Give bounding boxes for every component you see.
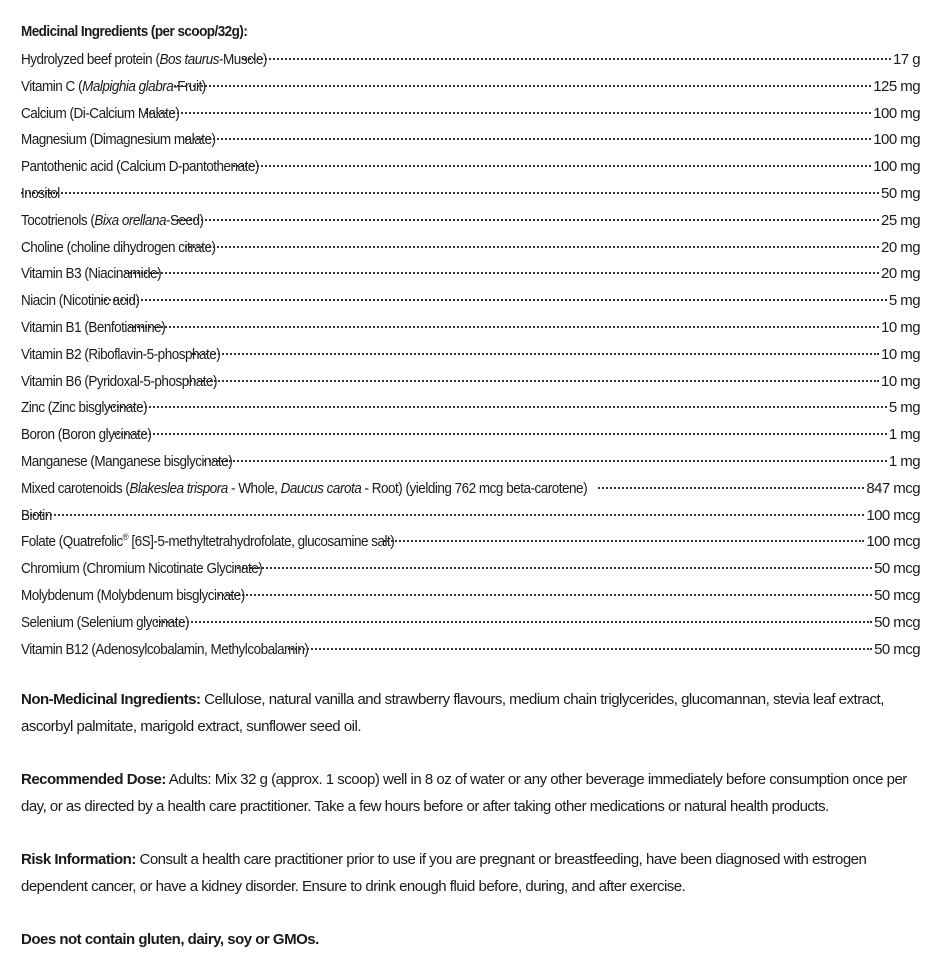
dot-leader [114, 433, 887, 435]
ingredient-row [21, 261, 920, 288]
ingredient-species: Malpighia glabra [82, 77, 174, 95]
ingredient-species: Daucus carota [280, 479, 362, 497]
ingredient-amount: 10 mg [881, 345, 920, 363]
ingredient-name-text: Tocotrienols ( [21, 211, 95, 229]
ingredient-row [21, 529, 920, 556]
non-medicinal-ingredients [21, 687, 920, 740]
recommended-dose-lead: Recommended Dose: [21, 771, 166, 789]
ingredient-row [21, 74, 920, 101]
ingredient-row [21, 288, 920, 315]
ingredient-name [21, 315, 165, 342]
ingredient-name [21, 47, 267, 74]
ingredient-name-text: Biotin [21, 506, 52, 524]
dot-leader [233, 165, 871, 167]
risk-information [21, 847, 920, 900]
ingredient-amount: 50 mg [881, 184, 920, 202]
ingredient-name [21, 583, 245, 610]
ingredient-name [21, 181, 60, 208]
recommended-dose-text: Adults: Mix 32 g (approx. 1 scoop) well in 8 oz of water or any other beverage immediately before consumption once per day, or as directed by a health care practitioner. Take a few hours before or after taking other medications or natural health products. [21, 771, 907, 815]
ingredient-row [21, 369, 920, 396]
non-medicinal-text: Cellulose, natural vanilla and strawberry flavours, medium chain triglycerides, glucomannan, stevia leaf extract, ascorbyl palmitate, marigold extract, sunflower seed oil. [21, 691, 884, 735]
ingredient-name [21, 503, 52, 530]
ingredient-name-text: Vitamin B1 (Benfotiamine) [21, 318, 166, 336]
ingredient-name-text: - Whole, [227, 479, 281, 497]
ingredient-name-text: Magnesium (Dimagnesium malate) [21, 131, 216, 149]
ingredient-row [21, 503, 920, 530]
ingredient-name [21, 369, 217, 396]
medicinal-ingredients-heading: Medicinal Ingredients (per scoop/32g): [21, 23, 248, 40]
ingredient-name [21, 261, 161, 288]
ingredient-name [21, 101, 179, 128]
dot-leader [172, 219, 879, 221]
ingredient-amount: 1 mg [888, 452, 920, 470]
dot-leader [191, 353, 880, 355]
ingredient-name-text: Manganese (Manganese bisglycinate) [21, 452, 233, 470]
ingredient-name [21, 556, 262, 583]
dot-leader [598, 487, 864, 489]
ingredient-amount: 50 mcg [874, 586, 920, 604]
ingredient-name [21, 235, 216, 262]
ingredient-row [21, 315, 920, 342]
ingredient-row [21, 583, 920, 610]
ingredient-name-text: Choline (choline dihydrogen citrate) [21, 238, 216, 256]
ingredient-amount: 1 mg [888, 426, 920, 444]
ingredient-name [21, 288, 139, 315]
ingredient-name-text: -Muscle) [219, 51, 267, 68]
ingredient-amount: 20 mg [881, 238, 920, 256]
registered-mark: ® [122, 532, 129, 543]
dot-leader [218, 594, 872, 596]
ingredient-name-text: - Root) (yielding 762 mcg beta-carotene) [361, 479, 588, 497]
dot-leader [242, 58, 891, 60]
ingredient-name-text: -Fruit) [173, 77, 206, 95]
ingredient-name [21, 610, 189, 637]
ingredient-name [21, 74, 206, 101]
ingredient-name [21, 342, 220, 369]
ingredient-name [21, 127, 215, 154]
dot-leader [174, 85, 871, 87]
ingredient-amount: 50 mcg [874, 640, 920, 658]
ingredient-name-text: Vitamin B3 (Niacinamide) [21, 265, 162, 283]
ingredient-name-text: Inositol [21, 184, 60, 202]
ingredient-row [21, 101, 920, 128]
dot-leader [125, 272, 879, 274]
ingredient-amount: 5 mg [888, 292, 920, 310]
ingredient-row [21, 208, 920, 235]
ingredient-species: Bos taurus [159, 51, 220, 68]
ingredient-name [21, 476, 587, 503]
dot-leader [384, 540, 865, 542]
ingredient-amount: 17 g [893, 51, 920, 68]
ingredient-row [21, 449, 920, 476]
ingredient-amount: 100 mcg [866, 533, 920, 551]
ingredient-amount: 100 mg [873, 104, 920, 122]
ingredient-row [21, 235, 920, 262]
ingredient-name [21, 529, 394, 556]
ingredient-name-text: Selenium (Selenium glycinate) [21, 613, 189, 631]
ingredient-row [21, 556, 920, 583]
ingredient-species: Blakeslea trispora [129, 479, 228, 497]
ingredient-row [21, 476, 920, 503]
ingredient-amount: 100 mg [873, 131, 920, 149]
dot-leader [185, 138, 871, 140]
ingredient-species: Bixa orellana [94, 211, 166, 229]
ingredient-name [21, 395, 147, 422]
risk-information-lead: Risk Information: [21, 851, 136, 869]
ingredient-name [21, 637, 308, 664]
dot-leader [187, 380, 879, 382]
ingredient-amount: 50 mcg [874, 613, 920, 631]
dot-leader [204, 460, 887, 462]
dot-leader [145, 112, 871, 114]
ingredient-name-text: Vitamin B12 (Adenosylcobalamin, Methylcobalamin) [21, 640, 309, 658]
ingredient-amount: 50 mcg [874, 560, 920, 578]
dot-leader [109, 406, 887, 408]
ingredient-name-text: Niacin (Nicotinic acid) [21, 292, 140, 310]
ingredient-name [21, 422, 151, 449]
ingredient-row [21, 47, 920, 74]
ingredient-amount: 20 mg [881, 265, 920, 283]
ingredient-amount: 125 mg [873, 77, 920, 95]
recommended-dose [21, 767, 920, 820]
ingredient-row [21, 342, 920, 369]
ingredient-name [21, 208, 204, 235]
dot-leader [156, 621, 872, 623]
ingredient-name-text: Vitamin C ( [21, 77, 83, 95]
ingredient-amount: 10 mg [881, 372, 920, 390]
ingredient-row [21, 422, 920, 449]
dot-leader [21, 192, 879, 194]
ingredient-row [21, 610, 920, 637]
ingredient-row [21, 181, 920, 208]
dot-leader [21, 514, 864, 516]
ingredient-list [21, 47, 920, 663]
dot-leader [185, 246, 879, 248]
dot-leader [237, 567, 872, 569]
ingredient-name-text: -Seed) [165, 211, 204, 229]
dot-leader [288, 648, 872, 650]
ingredient-row [21, 154, 920, 181]
ingredient-amount: 10 mg [881, 318, 920, 336]
ingredient-amount: 25 mg [881, 211, 920, 229]
non-medicinal-lead: Non-Medicinal Ingredients: [21, 691, 201, 709]
ingredient-name-text: Calcium (Di-Calcium Malate) [21, 104, 180, 122]
ingredient-name-text: Zinc (Zinc bisglycinate) [21, 399, 148, 417]
ingredient-row [21, 127, 920, 154]
ingredient-name-text: Vitamin B6 (Pyridoxal-5-phosphate) [21, 372, 218, 390]
ingredient-amount: 100 mg [873, 158, 920, 176]
ingredient-name-text: Mixed carotenoids ( [21, 479, 130, 497]
ingredient-row [21, 637, 920, 664]
ingredient-name-text: Chromium (Chromium Nicotinate Glycinate) [21, 560, 263, 578]
ingredient-name-text: [6S]-5-methyltetrahydrofolate, glucosamine salt) [128, 533, 395, 551]
ingredient-name [21, 449, 232, 476]
ingredient-amount: 847 mcg [866, 479, 920, 497]
ingredient-row [21, 395, 920, 422]
risk-information-text: Consult a health care practitioner prior to use if you are pregnant or breastfeeding, have been diagnosed with estrogen dependent cancer, or have a kidney disorder. Ensure to drink enough fluid before, during, and after exercise. [21, 851, 867, 895]
ingredient-name-text: Vitamin B2 (Riboflavin-5-phosphate) [21, 345, 221, 363]
ingredient-amount: 100 mcg [866, 506, 920, 524]
ingredient-name-text: Boron (Boron glycinate) [21, 426, 152, 444]
ingredient-name-text: Molybdenum (Molybdenum bisglycinate) [21, 586, 245, 604]
allergen-statement: Does not contain gluten, dairy, soy or GMOs. [21, 931, 319, 949]
ingredient-name-text: Hydrolyzed beef protein ( [21, 51, 160, 68]
ingredient-amount: 5 mg [888, 399, 920, 417]
ingredient-name [21, 154, 259, 181]
dot-leader [101, 299, 887, 301]
dot-leader [129, 326, 879, 328]
supplement-label [21, 22, 920, 954]
ingredient-name-text: Pantothenic acid (Calcium D-pantothenate) [21, 158, 259, 176]
ingredient-name-text: Folate (Quatrefolic [21, 533, 123, 551]
